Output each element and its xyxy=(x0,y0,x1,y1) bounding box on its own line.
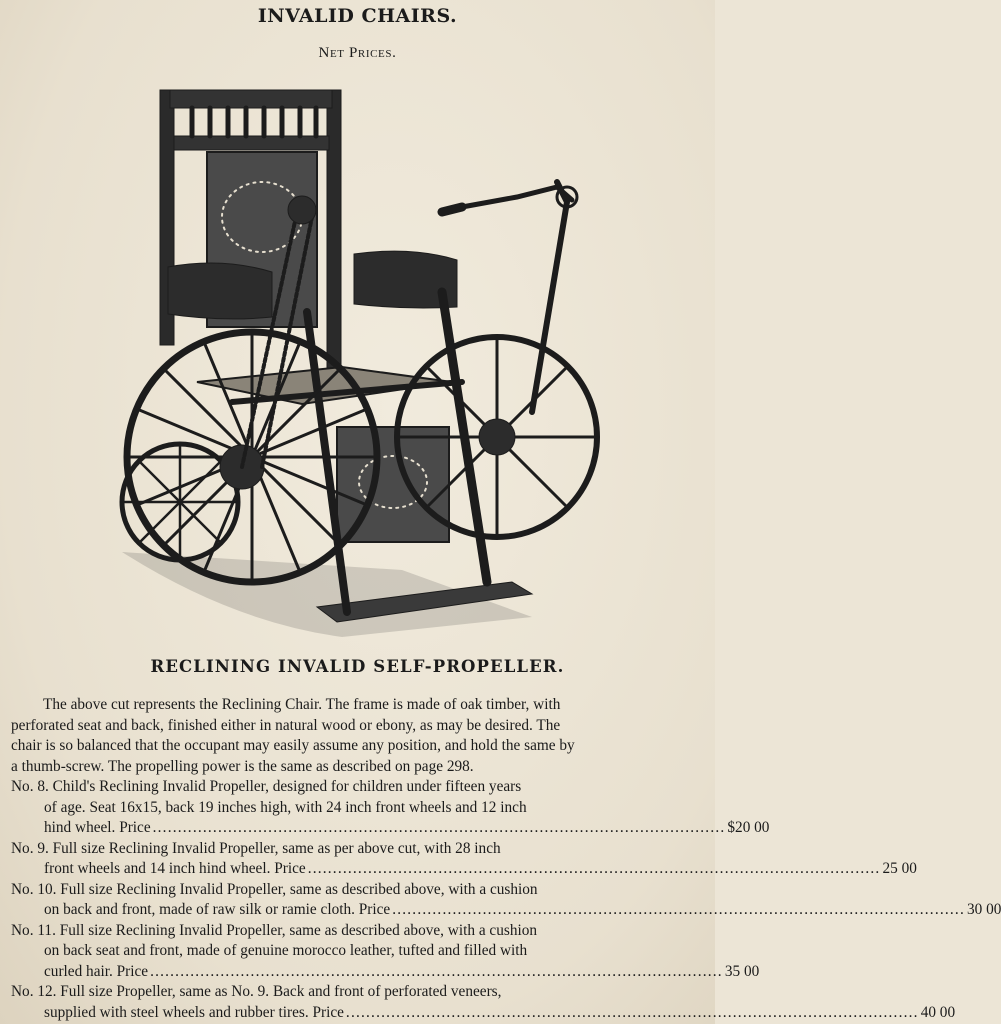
price-item-no10 xyxy=(11,880,1001,921)
item-price-label: hind wheel. Price xyxy=(44,819,151,836)
item-description: No. 10. Full size Reclining Invalid Propeller, same as described above, with a cushion xyxy=(11,880,538,898)
intro-line: chair is so balanced that the occupant may easily assume any position, and hold the same by xyxy=(11,737,575,754)
item-description-cont: of age. Seat 16x15, back 19 inches high, with 24 inch front wheels and 12 inch xyxy=(44,798,527,816)
item-price: 25 00 xyxy=(882,860,917,877)
item-description: No. 8. Child's Reclining Invalid Propeller, designed for children under fifteen years xyxy=(11,778,522,795)
leader-dots: .................................................................................................................. xyxy=(345,1003,919,1021)
item-price-line xyxy=(11,1003,956,1024)
price-item-no11 xyxy=(11,921,760,983)
illustration-caption: RECLINING INVALID SELF-PROPELLER. xyxy=(150,657,565,676)
intro-line: a thumb-screw. The propelling power is the same as described on page 298. xyxy=(11,757,474,775)
item-price-label: curled hair. Price xyxy=(44,962,149,980)
item-description: No. 11. Full size Reclining Invalid Propeller, same as described above, with a cushion xyxy=(11,921,538,939)
item-price-line xyxy=(11,859,917,880)
intro-line: perforated seat and back, finished either in natural wood or ebony, as may be desired. The xyxy=(11,716,561,734)
item-price-label: front wheels and 14 inch hind wheel. Price xyxy=(44,860,306,877)
leader-dots: .................................................................................................................. xyxy=(307,860,881,877)
leader-dots: .................................................................................................................. xyxy=(150,962,723,980)
intro-paragraph xyxy=(11,695,703,777)
price-item-no8 xyxy=(11,777,770,839)
price-item-no9 xyxy=(11,839,917,880)
leader-dots: .................................................................................................................. xyxy=(152,819,726,836)
item-price-label: on back and front, made of raw silk or ramie cloth. Price xyxy=(44,901,391,918)
price-list xyxy=(11,777,1001,1023)
item-description: No. 9. Full size Reclining Invalid Propeller, same as per above cut, with 28 inch xyxy=(11,839,501,857)
page-subtitle: Net Prices. xyxy=(318,45,397,61)
wheelchair-illustration xyxy=(112,82,602,644)
item-price-line xyxy=(11,818,770,839)
item-price: 35 00 xyxy=(724,962,760,980)
intro-line: The above cut represents the Reclining Chair. The frame is made of oak timber, with xyxy=(43,696,561,713)
page-title: INVALID CHAIRS. xyxy=(257,5,458,27)
item-price: 30 00 xyxy=(966,901,1001,918)
item-description: No. 12. Full size Propeller, same as No. 9. Back and front of perforated veneers, xyxy=(11,983,502,1000)
item-price-line xyxy=(11,900,1001,921)
price-item-no12 xyxy=(11,982,956,1023)
item-price: $20 00 xyxy=(727,819,770,836)
item-price-label: supplied with steel wheels and rubber tires. Price xyxy=(44,1003,344,1021)
leader-dots: .................................................................................................................. xyxy=(392,901,965,918)
item-price-line xyxy=(11,962,760,983)
item-description-cont: on back seat and front, made of genuine morocco leather, tufted and filled with xyxy=(44,942,528,959)
item-price: 40 00 xyxy=(920,1003,956,1021)
